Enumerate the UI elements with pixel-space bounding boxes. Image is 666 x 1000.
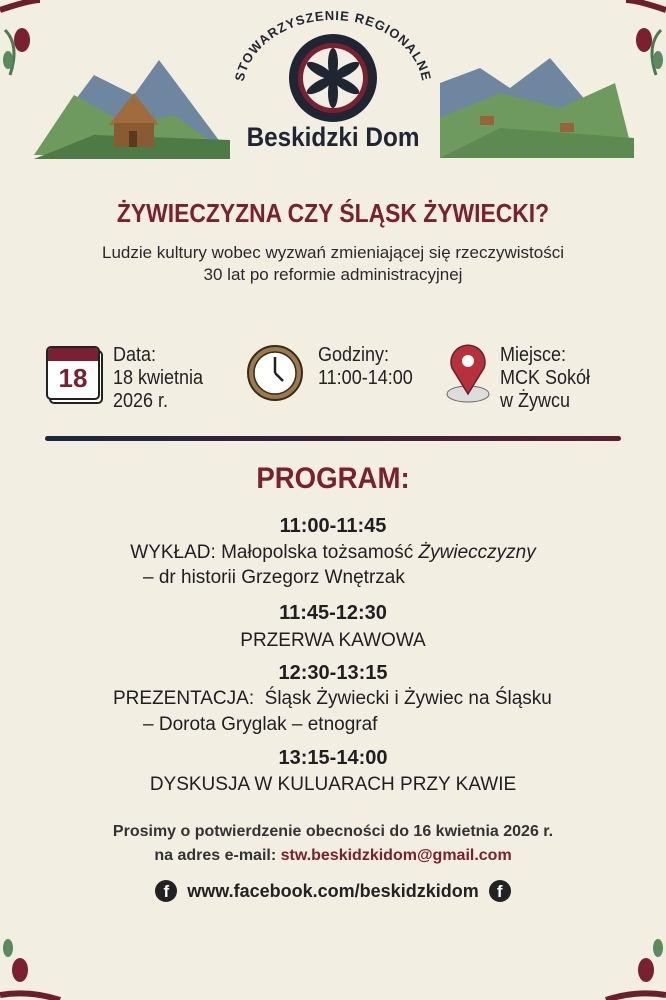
facebook-icon: f	[489, 880, 511, 902]
event-title: ŻYWIECZYZNA CZY ŚLĄSK ŻYWIECKI?	[116, 198, 550, 228]
program-heading: PROGRAM:	[256, 462, 410, 495]
date-label: Data:	[113, 344, 157, 366]
program-speaker: – Dorota Gryglak – etnograf	[143, 714, 378, 735]
facebook-link[interactable]: www.facebook.com/beskidzkidom	[187, 880, 479, 901]
brand-name: Beskidzki Dom	[246, 122, 420, 152]
place-label: Miejsce:	[500, 344, 567, 366]
calendar-day: 18	[58, 363, 88, 393]
facebook-row	[0, 880, 666, 902]
clock-icon	[246, 344, 304, 402]
event-subtitle-line1: Ludzie kultury wobec wyzwań zmieniającej się rzeczywistości	[101, 243, 564, 262]
place-venue: MCK Sokół	[500, 367, 591, 389]
program-time: 11:45-12:30	[279, 602, 387, 624]
event-subtitle-line2: 30 lat po reformie administracyjnej	[203, 265, 463, 284]
email-note: na adres e-mail: stw.beskidzkidom@gmail.com	[154, 847, 512, 864]
gear-rosette-icon	[289, 34, 377, 122]
association-logo	[218, 10, 448, 130]
date-year: 2026 r.	[113, 390, 169, 412]
program-line: DYSKUSJA W KULUARACH PRZY KAWIE	[149, 774, 517, 795]
program-time: 11:00-11:45	[279, 515, 387, 537]
hours-value: 11:00-14:00	[318, 367, 413, 389]
svg-text:STOWARZYSZENIE REGIONALNE: STOWARZYSZENIE REGIONALNE	[231, 10, 435, 83]
program-time: 12:30-13:15	[278, 662, 388, 684]
hours-info	[318, 344, 413, 390]
place-city: w Żywcu	[500, 390, 571, 412]
email-link[interactable]: stw.beskidzkidom@gmail.com	[280, 847, 512, 864]
date-info	[113, 344, 203, 413]
program-speaker: – dr historii Grzegorz Wnętrzak	[143, 567, 405, 588]
folk-ornament-bottom-left	[0, 920, 70, 1000]
folk-ornament-bottom-right	[596, 920, 666, 1000]
program-line: PRZERWA KAWOWA	[240, 630, 426, 651]
hours-label: Godziny:	[318, 344, 390, 366]
program-line: PREZENTACJA: Śląsk Żywiecki i Żywiec na Śląsku	[113, 688, 552, 709]
program-line: WYKŁAD: Małopolska tożsamość Żywiecczyzny	[130, 542, 536, 563]
program-time: 13:15-14:00	[278, 747, 388, 769]
place-info	[500, 344, 590, 413]
section-divider	[45, 436, 621, 441]
facebook-icon: f	[155, 880, 177, 902]
rsvp-note: Prosimy o potwierdzenie obecności do 16 kwietnia 2026 r.	[112, 823, 554, 840]
map-pin-icon	[444, 342, 492, 404]
date-value: 18 kwietnia	[113, 367, 204, 389]
calendar-icon	[46, 346, 100, 402]
